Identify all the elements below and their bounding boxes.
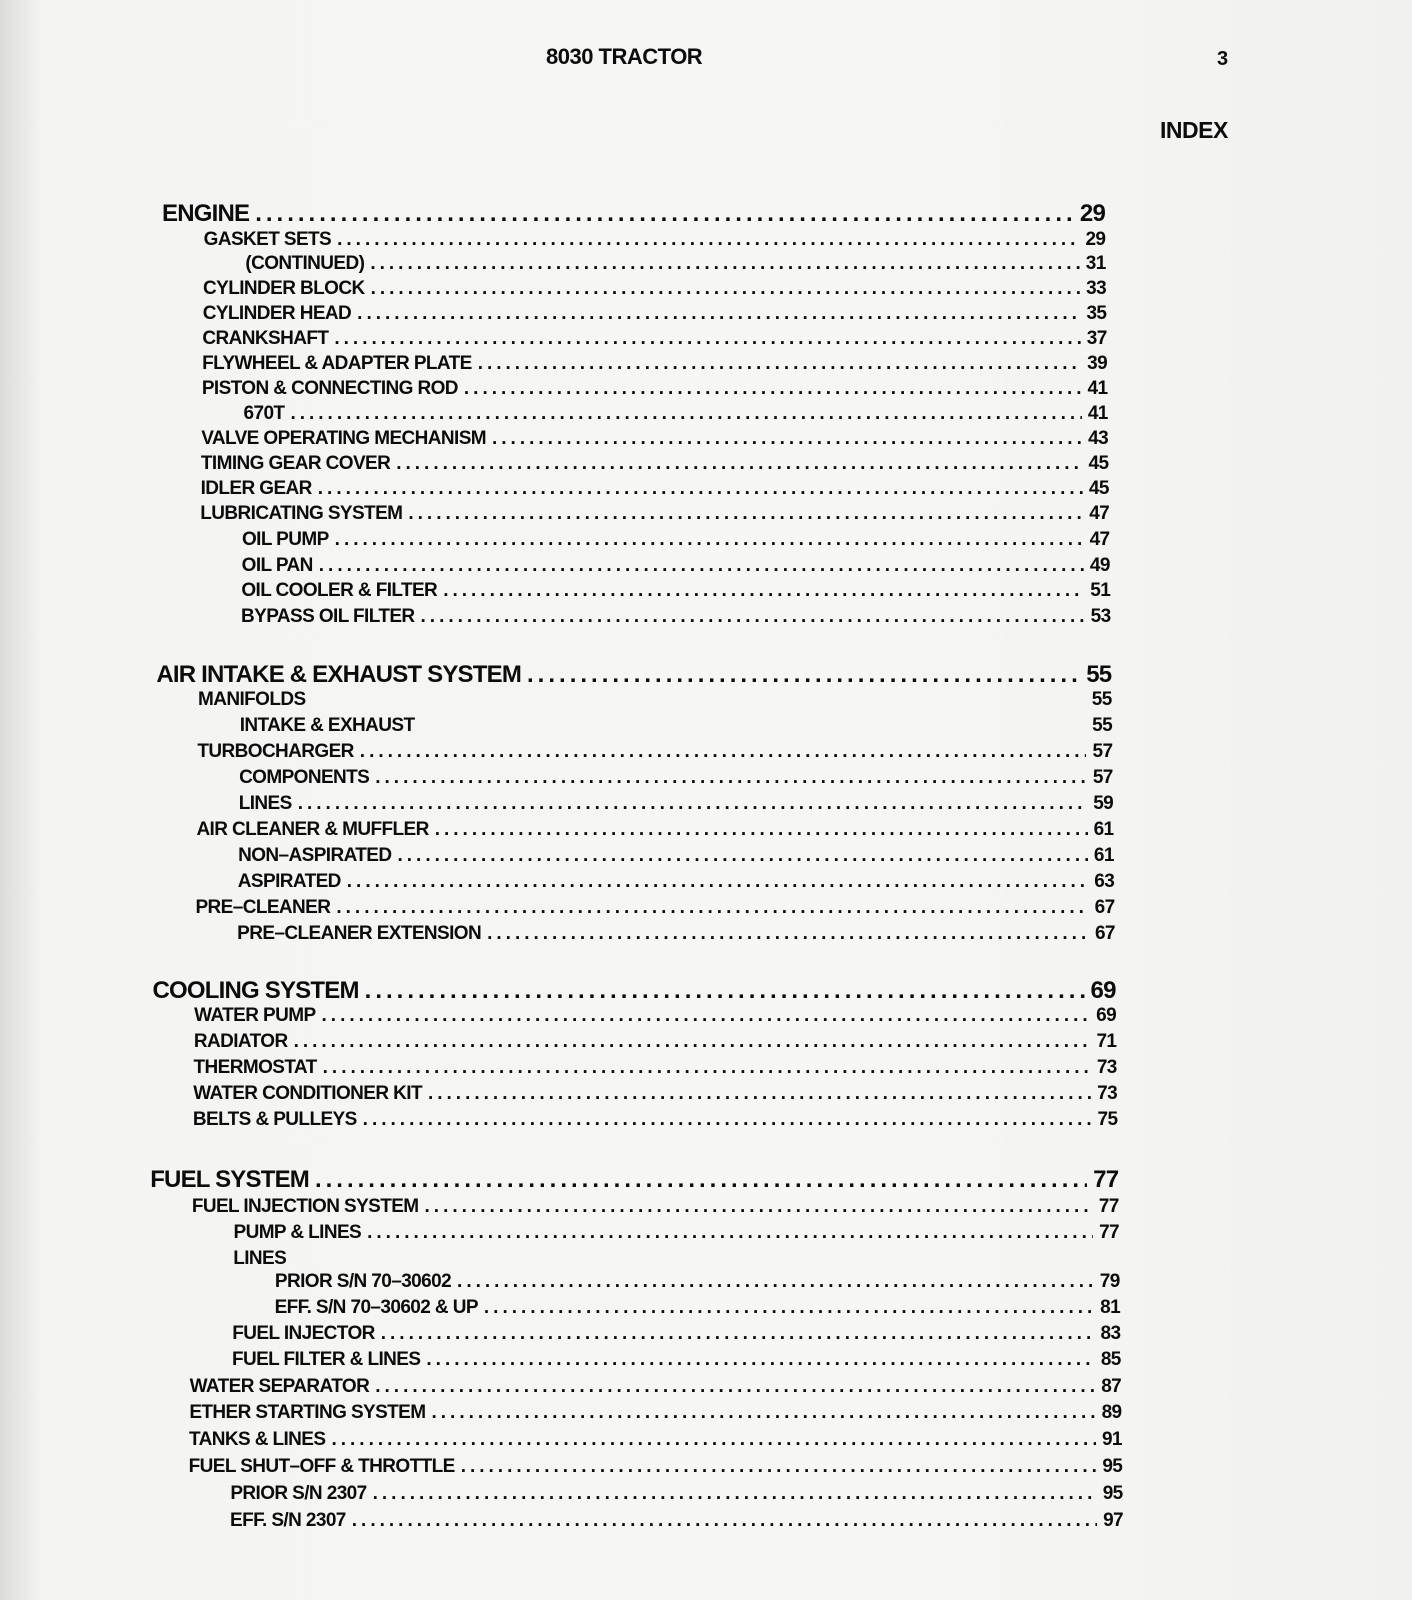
toc-entry-row bbox=[204, 229, 1106, 251]
dot-leader bbox=[428, 1083, 1091, 1105]
index-heading: INDEX bbox=[1160, 117, 1228, 143]
dot-leader bbox=[464, 378, 1082, 400]
toc-entry-label: BYPASS OIL FILTER bbox=[241, 606, 415, 627]
toc-entry-label: OIL COOLER & FILTER bbox=[241, 580, 438, 601]
toc-entry-label: FUEL FILTER & LINES bbox=[231, 1349, 421, 1370]
toc-entry-label: CYLINDER BLOCK bbox=[203, 278, 365, 299]
dot-leader bbox=[408, 503, 1083, 525]
dot-leader bbox=[318, 478, 1083, 500]
toc-entry-label: LINES bbox=[233, 1248, 287, 1269]
toc-entry-row bbox=[195, 897, 1114, 919]
toc-entry-page: 59 bbox=[1093, 793, 1114, 814]
dot-leader bbox=[461, 1456, 1097, 1478]
dot-leader bbox=[337, 229, 1079, 251]
toc-entry-label: THERMOSTAT bbox=[193, 1057, 317, 1078]
dot-leader bbox=[319, 555, 1084, 577]
toc-entry-page: 35 bbox=[1086, 303, 1107, 324]
toc-entry-page: 45 bbox=[1088, 478, 1109, 499]
toc-entry-page: 77 bbox=[1098, 1196, 1119, 1217]
toc-entry-page: 77 bbox=[1093, 1166, 1119, 1193]
toc-entry-page: 95 bbox=[1102, 1483, 1123, 1504]
toc-entry-row bbox=[244, 403, 1108, 425]
dot-leader bbox=[492, 428, 1082, 450]
toc-entry-page: 57 bbox=[1092, 767, 1113, 788]
dot-leader bbox=[371, 278, 1081, 300]
toc-entry-page: 57 bbox=[1092, 741, 1113, 762]
toc-entry-row bbox=[194, 1057, 1117, 1079]
toc-entry-page: 69 bbox=[1090, 977, 1116, 1004]
toc-entry-label: TURBOCHARGER bbox=[197, 741, 354, 762]
dot-leader bbox=[315, 1166, 1087, 1194]
toc-entry-page: 45 bbox=[1088, 453, 1109, 474]
toc-entry-row bbox=[239, 767, 1113, 789]
dot-leader bbox=[357, 303, 1080, 325]
toc-entry-page: 47 bbox=[1089, 503, 1110, 524]
toc-entry-page: 97 bbox=[1103, 1510, 1123, 1531]
dot-leader bbox=[322, 1005, 1091, 1027]
toc-entry-row bbox=[202, 353, 1107, 375]
toc-entry-label: EFF. S/N 70–30602 & UP bbox=[274, 1297, 478, 1318]
toc-entry-label: ETHER STARTING SYSTEM bbox=[189, 1402, 426, 1423]
toc-entry-page: 39 bbox=[1087, 353, 1108, 374]
toc-entry-page: 87 bbox=[1101, 1376, 1122, 1397]
toc-entry-row bbox=[202, 328, 1106, 350]
toc-entry-row bbox=[192, 1196, 1119, 1218]
dot-leader bbox=[336, 897, 1088, 919]
toc-entry-label: CYLINDER HEAD bbox=[202, 303, 352, 324]
toc-entry-label: PUMP & LINES bbox=[233, 1222, 362, 1243]
dot-leader bbox=[331, 1429, 1095, 1451]
toc-entry-label: WATER CONDITIONER KIT bbox=[193, 1083, 422, 1104]
toc-entry-label: PRIOR S/N 2307 bbox=[230, 1483, 367, 1504]
toc-entry-page: 55 bbox=[1091, 689, 1112, 710]
toc-entry-page: 83 bbox=[1100, 1323, 1121, 1344]
toc-entry-page: 63 bbox=[1094, 871, 1115, 892]
toc-entry-row bbox=[230, 1510, 1123, 1532]
dot-leader bbox=[360, 741, 1087, 763]
toc-entry-page: 33 bbox=[1086, 278, 1107, 299]
toc-entry-label: FUEL INJECTOR bbox=[232, 1323, 375, 1344]
dot-leader bbox=[527, 661, 1080, 689]
toc-entry-row bbox=[198, 689, 1112, 711]
toc-entry-row bbox=[201, 428, 1108, 450]
dot-leader bbox=[290, 403, 1081, 425]
toc-entry-page: 47 bbox=[1089, 529, 1110, 550]
toc-entry-page: 61 bbox=[1093, 845, 1114, 866]
toc-entry-label: IDLER GEAR bbox=[200, 478, 312, 499]
toc-entry-page: 43 bbox=[1088, 428, 1109, 449]
toc-entry-row bbox=[202, 378, 1108, 400]
toc-entry-row bbox=[194, 1031, 1117, 1053]
dot-leader bbox=[381, 1323, 1095, 1345]
toc-entry-row bbox=[200, 503, 1109, 525]
dot-leader bbox=[255, 200, 1074, 228]
toc-entry-label: WATER PUMP bbox=[194, 1005, 316, 1026]
toc-entry-page: 77 bbox=[1099, 1222, 1120, 1243]
dot-leader bbox=[443, 580, 1084, 602]
toc-entry-page: 95 bbox=[1102, 1456, 1123, 1477]
toc-entry-page: 51 bbox=[1090, 580, 1111, 601]
toc-entry-page: 55 bbox=[1086, 661, 1112, 688]
toc-entry-label: FUEL SHUT–OFF & THROTTLE bbox=[188, 1456, 455, 1477]
toc-entry-label: FLYWHEEL & ADAPTER PLATE bbox=[202, 353, 472, 374]
toc-entry-label: RADIATOR bbox=[193, 1031, 288, 1052]
toc-entry-row bbox=[193, 1083, 1117, 1105]
toc-entry-row bbox=[194, 1005, 1116, 1027]
toc-entry-page: 91 bbox=[1101, 1429, 1122, 1450]
toc-entry-label: OIL PAN bbox=[241, 555, 313, 576]
toc-entry-row bbox=[193, 1109, 1118, 1131]
toc-entry-row bbox=[196, 819, 1113, 841]
toc-entry-row bbox=[232, 1349, 1121, 1371]
toc-entry-label: 670T bbox=[243, 403, 285, 424]
toc-entry-page: 71 bbox=[1096, 1031, 1117, 1052]
toc-entry-row bbox=[201, 478, 1109, 500]
toc-entry-page: 41 bbox=[1087, 378, 1108, 399]
dot-leader bbox=[397, 845, 1087, 867]
toc-entry-label: LINES bbox=[238, 793, 292, 814]
toc-entry-label: NON–ASPIRATED bbox=[238, 845, 392, 866]
toc-entry-label: CRANKSHAFT bbox=[202, 328, 329, 349]
toc-entry-label: VALVE OPERATING MECHANISM bbox=[201, 428, 486, 449]
toc-section-row bbox=[153, 977, 1116, 1005]
toc-entry-label: PRE–CLEANER bbox=[195, 897, 331, 918]
toc-entry-label: COOLING SYSTEM bbox=[152, 977, 359, 1004]
dot-leader bbox=[365, 977, 1085, 1005]
dot-leader bbox=[335, 529, 1084, 551]
toc-entry-label: FUEL INJECTION SYSTEM bbox=[191, 1196, 419, 1217]
toc-entry-page: 37 bbox=[1086, 328, 1107, 349]
toc-entry-page: 75 bbox=[1097, 1109, 1118, 1130]
toc-entry-label: AIR CLEANER & MUFFLER bbox=[196, 819, 429, 840]
toc-entry-row bbox=[241, 606, 1111, 628]
dot-leader bbox=[484, 1297, 1094, 1319]
toc-entry-label: FUEL SYSTEM bbox=[150, 1166, 309, 1193]
toc-entry-page: 69 bbox=[1096, 1005, 1117, 1026]
dot-leader bbox=[375, 767, 1087, 789]
dot-leader bbox=[363, 1109, 1092, 1131]
toc-entry-label: ENGINE bbox=[162, 200, 250, 227]
dot-leader bbox=[478, 353, 1081, 375]
toc-entry-label: TANKS & LINES bbox=[188, 1429, 326, 1450]
toc-entry-page: 61 bbox=[1093, 819, 1114, 840]
dot-leader bbox=[435, 819, 1088, 841]
toc-entry-label: WATER SEPARATOR bbox=[189, 1376, 370, 1397]
toc-section-row bbox=[156, 661, 1111, 689]
toc-entry-row bbox=[275, 1271, 1120, 1293]
dot-leader bbox=[334, 328, 1080, 350]
toc-entry-row bbox=[189, 1456, 1123, 1478]
toc-entry-row bbox=[238, 871, 1114, 893]
toc-entry-page: 73 bbox=[1097, 1083, 1118, 1104]
dot-leader bbox=[373, 1483, 1097, 1505]
page-number: 3 bbox=[1217, 48, 1229, 70]
toc-entry-label: BELTS & PULLEYS bbox=[192, 1109, 357, 1130]
page-title: 8030 TRACTOR bbox=[546, 44, 703, 69]
toc-entry-label: PRE–CLEANER EXTENSION bbox=[237, 923, 482, 944]
toc-entry-row bbox=[201, 453, 1109, 475]
toc-entry-row bbox=[203, 278, 1106, 300]
toc-entry-page: 73 bbox=[1096, 1057, 1117, 1078]
toc-entry-page: 29 bbox=[1079, 200, 1105, 227]
toc-entry-page: 29 bbox=[1085, 229, 1106, 250]
dot-leader bbox=[352, 1510, 1097, 1532]
toc-entry-label: ASPIRATED bbox=[237, 871, 341, 892]
dot-leader bbox=[426, 1349, 1094, 1371]
toc-entry-label: MANIFOLDS bbox=[198, 689, 306, 710]
toc-entry-page: 53 bbox=[1090, 606, 1111, 627]
dot-leader bbox=[457, 1271, 1094, 1293]
toc-entry-label: TIMING GEAR COVER bbox=[200, 453, 391, 474]
toc-entry-page: 81 bbox=[1100, 1297, 1121, 1318]
toc-entry-row bbox=[245, 253, 1105, 275]
dot-leader bbox=[425, 1196, 1093, 1218]
toc-entry-row bbox=[230, 1483, 1122, 1505]
toc-entry-row bbox=[197, 741, 1112, 763]
dot-leader bbox=[396, 453, 1082, 475]
toc-entry-row bbox=[242, 529, 1110, 551]
toc-entry-label: GASKET SETS bbox=[203, 229, 332, 250]
toc-entry-label: INTAKE & EXHAUST bbox=[239, 715, 415, 736]
toc-entry-page: 55 bbox=[1092, 715, 1113, 736]
toc-entry-label: COMPONENTS bbox=[239, 767, 370, 788]
toc-entry-page: 49 bbox=[1089, 555, 1110, 576]
dot-leader bbox=[323, 1057, 1091, 1079]
toc-section-row bbox=[162, 200, 1105, 228]
toc-entry-label: PRIOR S/N 70–30602 bbox=[274, 1271, 452, 1292]
toc-entry-page: 89 bbox=[1101, 1402, 1122, 1423]
toc-entry-row bbox=[238, 845, 1114, 867]
toc-entry-row bbox=[232, 1323, 1120, 1345]
dot-leader bbox=[432, 1402, 1096, 1424]
toc-entry-page: 79 bbox=[1099, 1271, 1120, 1292]
toc-entry-page: 31 bbox=[1085, 253, 1106, 274]
dot-leader bbox=[487, 923, 1089, 945]
toc-entry-page: 67 bbox=[1094, 897, 1115, 918]
toc-section-row bbox=[150, 1166, 1118, 1194]
toc-entry-row bbox=[242, 555, 1110, 577]
toc-entry-row bbox=[189, 1429, 1122, 1451]
toc-entry-label: AIR INTAKE & EXHAUST SYSTEM bbox=[156, 661, 522, 688]
toc-entry-label: LUBRICATING SYSTEM bbox=[200, 503, 403, 524]
toc-entry-row bbox=[233, 1248, 1119, 1270]
dot-leader bbox=[370, 253, 1079, 275]
toc-entry-label: EFF. S/N 2307 bbox=[230, 1510, 346, 1531]
toc-entry-page: 67 bbox=[1094, 923, 1115, 944]
toc-entry-row bbox=[241, 580, 1110, 602]
dot-leader bbox=[421, 606, 1085, 628]
toc-entry-row bbox=[234, 1222, 1120, 1244]
toc-entry-row bbox=[237, 923, 1115, 945]
toc-entry-label: (CONTINUED) bbox=[245, 253, 365, 274]
toc-entry-row bbox=[239, 793, 1113, 815]
dot-leader bbox=[294, 1031, 1091, 1053]
dot-leader bbox=[298, 793, 1088, 815]
toc-entry-page: 41 bbox=[1087, 403, 1108, 424]
toc-entry-label: PISTON & CONNECTING ROD bbox=[201, 378, 458, 399]
toc-entry-row bbox=[275, 1297, 1120, 1319]
dot-leader bbox=[375, 1376, 1095, 1398]
toc-entry-row bbox=[240, 715, 1112, 737]
dot-leader bbox=[347, 871, 1088, 893]
dot-leader bbox=[367, 1222, 1093, 1244]
toc-entry-row bbox=[189, 1402, 1121, 1424]
toc-entry-page: 85 bbox=[1100, 1349, 1121, 1370]
toc-entry-row bbox=[203, 303, 1107, 325]
toc-entry-row bbox=[190, 1376, 1122, 1398]
toc-entry-label: OIL PUMP bbox=[241, 529, 329, 550]
